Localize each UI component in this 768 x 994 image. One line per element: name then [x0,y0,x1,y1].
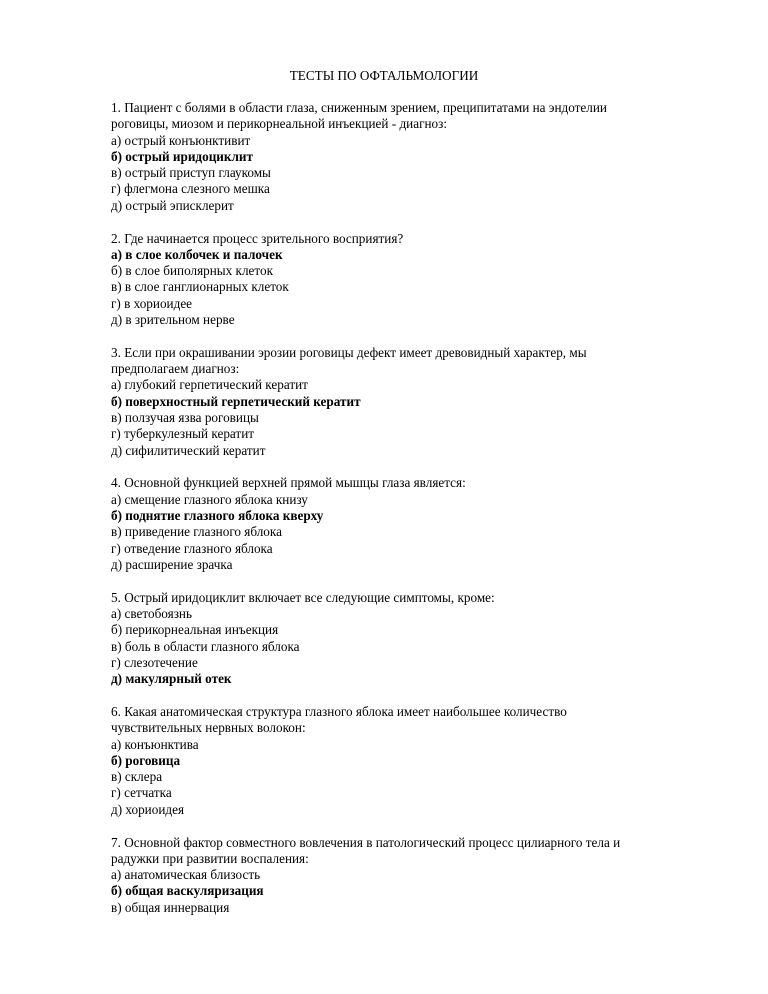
answer-option-correct: д) макулярный отек [111,671,232,687]
answer-option: в) ползучая язва роговицы [111,410,259,426]
answer-option: г) туберкулезный кератит [111,426,255,442]
answer-option-correct: б) острый иридоциклит [111,148,253,164]
document-title: ТЕСТЫ ПО ОФТАЛЬМОЛОГИИ [289,68,479,83]
question-text: роговицы, миозом и перикорнеальной инъекцией - диагноз: [111,116,448,132]
answer-option: д) острый эписклерит [111,197,234,213]
questions-list [111,100,731,933]
question-3 [111,345,731,459]
answer-option: г) флегмона слезного мешка [111,181,270,197]
answer-option: в) общая иннервация [111,899,230,915]
question-2 [111,231,731,329]
answer-option: г) слезотечение [111,654,198,670]
question-text: 1. Пациент с болями в области глаза, сниженным зрением, преципитатами на эндотелии [111,100,607,115]
answer-option: а) светобоязнь [111,606,192,622]
answer-option-correct: б) поднятие глазного яблока кверху [111,508,324,524]
question-text: 6. Какая анатомическая структура глазного яблока имеет наибольшее количество [111,704,567,719]
question-text: 7. Основной фактор совместного вовлечения в патологический процесс цилиарного тела и [111,834,621,850]
answer-option: а) анатомическая близость [111,867,261,883]
answer-option: а) конъюнктива [111,736,199,752]
answer-option-correct: а) в слое колбочек и палочек [111,246,283,262]
answer-option: в) склера [111,769,163,785]
answer-option-correct: б) поверхностный герпетический кератит [111,393,361,409]
answer-option: в) в слое ганглионарных клеток [111,279,289,295]
answer-option: г) сетчатка [111,785,172,801]
question-1 [111,100,731,214]
answer-option: а) острый конъюнктивит [111,132,251,148]
question-text: 5. Острый иридоциклит включает все следующие симптомы, кроме: [111,589,495,605]
answer-option: г) отведение глазного яблока [111,540,273,556]
question-6 [111,704,731,818]
question-5 [111,590,731,688]
answer-option: г) в хориоидее [111,295,193,311]
answer-option-correct: б) общая васкуляризация [111,883,264,899]
question-text: чувствительных нервных волокон: [111,720,306,736]
answer-option: б) перикорнеальная инъекция [111,622,279,638]
answer-option: б) в слое биполярных клеток [111,263,273,279]
answer-option: д) хориоидея [111,801,185,817]
answer-option: а) смещение глазного яблока книзу [111,491,308,507]
answer-option: а) глубокий герпетический кератит [111,377,308,393]
answer-option: д) расширение зрачка [111,556,233,572]
answer-option: д) сифилитический кератит [111,442,266,458]
answer-option-correct: б) роговица [111,752,181,768]
question-7 [111,835,731,916]
answer-option: в) приведение глазного яблока [111,524,282,540]
question-text: 2. Где начинается процесс зрительного восприятия? [111,230,404,246]
question-text: радужки при развитии воспаления: [111,850,309,866]
answer-option: д) в зрительном нерве [111,312,235,328]
answer-option: в) боль в области глазного яблока [111,638,300,654]
question-4 [111,475,731,573]
question-text: 4. Основной функцией верхней прямой мышцы глаза является: [111,475,466,491]
question-text: 3. Если при окрашивании эрозии роговицы дефект имеет древовидный характер, мы [111,344,587,360]
question-text: предполагаем диагноз: [111,361,240,377]
answer-option: в) острый приступ глаукомы [111,165,271,181]
